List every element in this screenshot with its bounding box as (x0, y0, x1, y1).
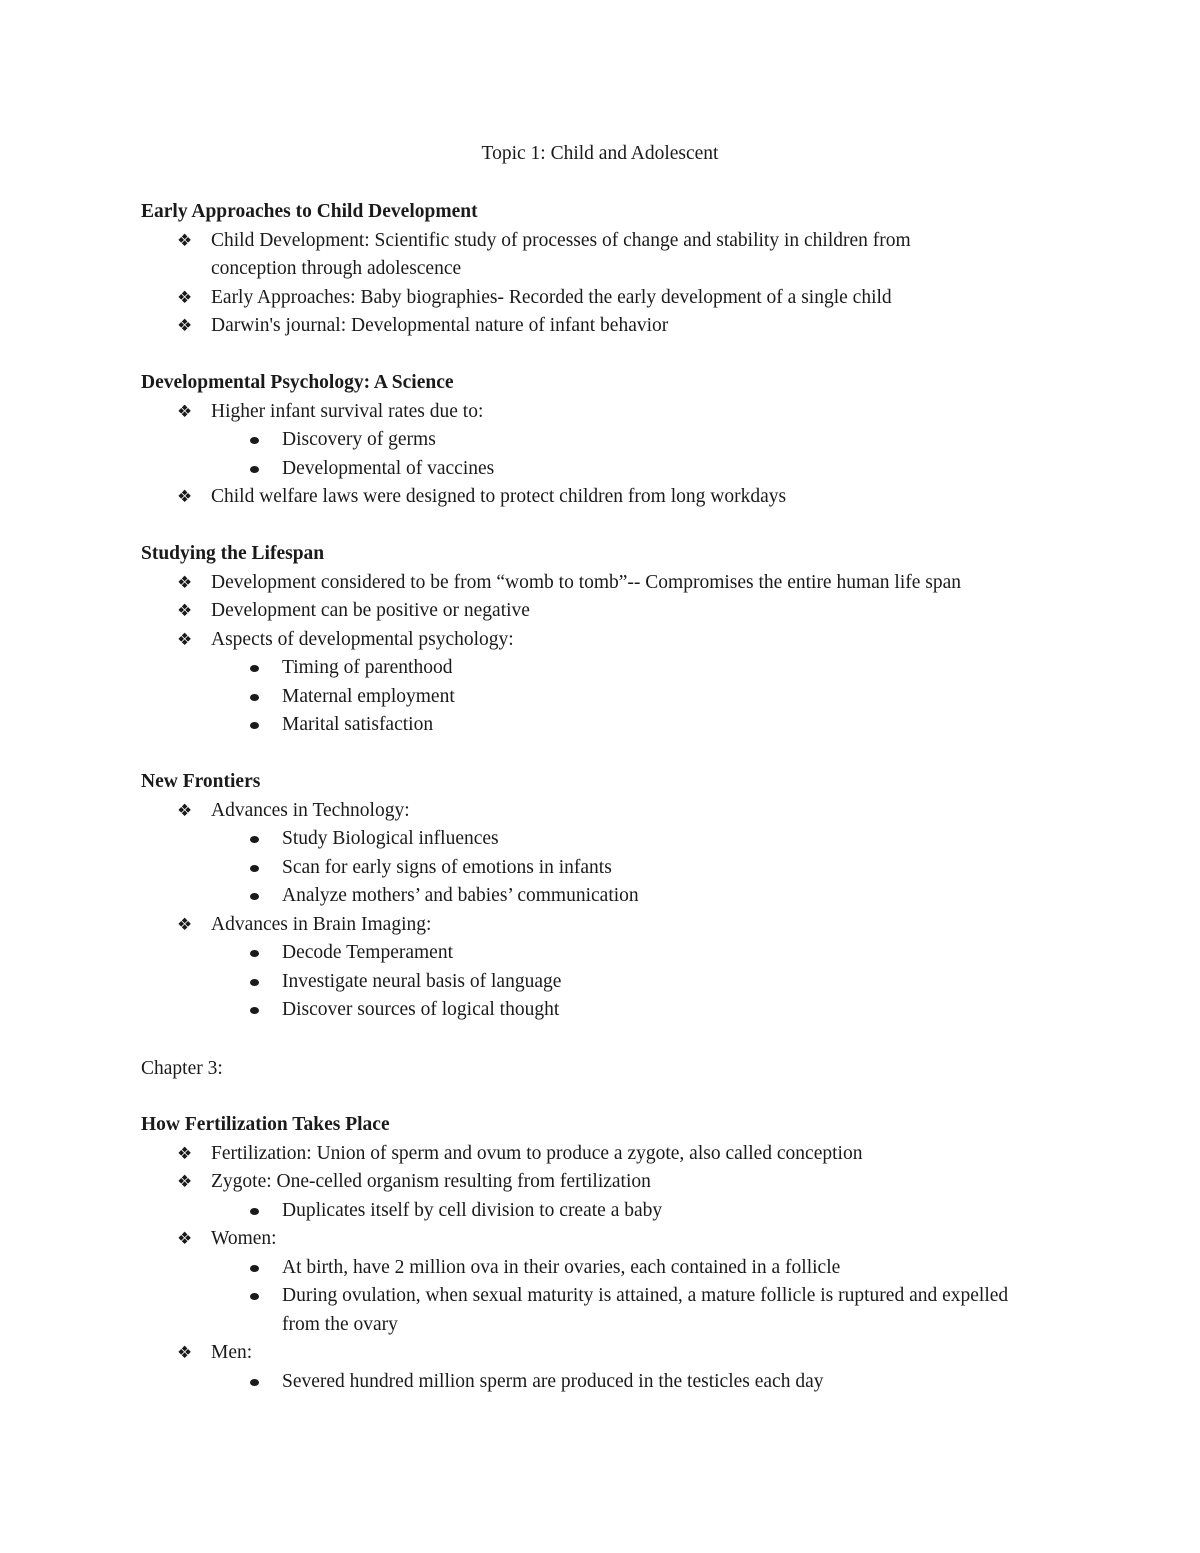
sub-list-item-text: Duplicates itself by cell division to create a baby (282, 1199, 663, 1221)
dot-bullet-icon (250, 836, 259, 843)
sub-list-item-text: Severed hundred million sperm are produced in the testicles each day (282, 1370, 824, 1392)
list-item-text: Men: (211, 1342, 253, 1363)
sub-list-item (141, 426, 1061, 455)
list-item (141, 312, 1061, 341)
dot-bullet-icon (250, 1208, 259, 1215)
list-item-text: Advances in Brain Imaging: (211, 913, 432, 935)
section-heading: Early Approaches to Child Development (141, 201, 478, 222)
list-item (141, 227, 991, 284)
diamond-bullet-icon: ❖ (177, 487, 193, 507)
dot-bullet-icon (250, 865, 259, 872)
sub-list-item (141, 882, 1061, 911)
list-item-text: Zygote: One-celled organism resulting from fertilization (211, 1171, 651, 1192)
diamond-bullet-icon: ❖ (177, 401, 193, 422)
sub-list-item-text: Maternal employment (282, 685, 455, 707)
diamond-bullet-icon: ❖ (177, 601, 193, 621)
sub-list-item (141, 1254, 1061, 1283)
sub-list-item (141, 854, 1061, 883)
sub-list-item (141, 455, 1061, 484)
diamond-bullet-icon: ❖ (177, 800, 193, 821)
sub-list-item-text: Developmental of vaccines (282, 457, 495, 479)
list-item-text: Fertilization: Union of sperm and ovum to produce a zygote, also called conception (211, 1142, 863, 1164)
diamond-bullet-icon: ❖ (177, 1143, 193, 1164)
dot-bullet-icon (250, 466, 259, 473)
list-item (141, 1339, 1061, 1368)
dot-bullet-icon (250, 1265, 259, 1272)
sub-list-item-text: During ovulation, when sexual maturity is attained, a mature follicle is ruptured and expelled from the ovary (282, 1285, 1009, 1335)
diamond-bullet-icon: ❖ (177, 914, 193, 935)
sub-list-item (141, 996, 1061, 1025)
dot-bullet-icon (250, 950, 259, 957)
dot-bullet-icon (250, 979, 259, 986)
list-item-text: Darwin's journal: Developmental nature of infant behavior (211, 315, 669, 336)
list-item (141, 797, 1061, 826)
dot-bullet-icon (250, 694, 259, 701)
sub-list-item (141, 1197, 1061, 1226)
sub-list-item (141, 683, 1061, 712)
sub-list-item-text: At birth, have 2 million ova in their ovaries, each contained in a follicle (282, 1256, 841, 1278)
list-item (141, 569, 1061, 598)
section-fertilization (141, 1111, 1061, 1396)
sub-list-item-text: Discovery of germs (282, 429, 436, 450)
diamond-bullet-icon: ❖ (177, 1229, 193, 1249)
list-item-text: Development can be positive or negative (211, 600, 530, 621)
section-heading: Studying the Lifespan (141, 543, 325, 564)
list-item-text: Development considered to be from “womb to tomb”-- Compromises the entire human life span (211, 571, 962, 593)
list-item-text: Aspects of developmental psychology: (211, 628, 514, 650)
list-item-text: Advances in Technology: (211, 799, 410, 821)
section-heading: Developmental Psychology: A Science (141, 372, 454, 393)
dot-bullet-icon (250, 1379, 259, 1386)
section-heading: How Fertilization Takes Place (141, 1114, 390, 1135)
dot-bullet-icon (250, 1007, 259, 1014)
diamond-bullet-icon: ❖ (177, 287, 193, 308)
list-item (141, 1168, 1061, 1197)
sub-list-item (141, 1368, 1061, 1397)
sub-list-item (141, 1282, 1012, 1339)
list-item-text: Women: (211, 1228, 277, 1249)
list-item-text: Early Approaches: Baby biographies- Recorded the early development of a single child (211, 286, 892, 308)
section-heading: New Frontiers (141, 771, 261, 792)
sub-list-item-text: Analyze mothers’ and babies’ communication (282, 885, 639, 906)
dot-bullet-icon (250, 437, 259, 444)
sub-list-item-text: Discover sources of logical thought (282, 999, 560, 1020)
sub-list-item (141, 654, 1061, 683)
chapter-label: Chapter 3: (141, 1058, 223, 1079)
dot-bullet-icon (250, 665, 259, 672)
dot-bullet-icon (250, 722, 259, 729)
sub-list-item (141, 825, 1061, 854)
list-item (141, 626, 1061, 655)
list-item (141, 597, 1061, 626)
sub-list-item-text: Scan for early signs of emotions in infants (282, 856, 612, 878)
dot-bullet-icon (250, 893, 259, 900)
diamond-bullet-icon: ❖ (177, 1343, 193, 1363)
diamond-bullet-icon: ❖ (177, 629, 193, 650)
list-item (141, 1140, 1061, 1169)
list-item-text: Child welfare laws were designed to protect children from long workdays (211, 486, 787, 507)
list-item (141, 284, 1061, 313)
document-title: Topic 1: Child and Adolescent (481, 143, 719, 164)
chapter-label-block (141, 1055, 1061, 1084)
list-item-text: Child Development: Scientific study of processes of change and stability in children from conception through adolescence (211, 229, 911, 279)
sub-list-item-text: Marital satisfaction (282, 714, 434, 735)
list-item (141, 911, 1061, 940)
diamond-bullet-icon: ❖ (177, 1172, 193, 1192)
sub-list-item-text: Study Biological influences (282, 828, 499, 849)
list-item (141, 398, 1061, 427)
sub-list-item (141, 939, 1061, 968)
list-item (141, 1225, 1061, 1254)
section-developmental-psychology (141, 369, 1061, 512)
diamond-bullet-icon: ❖ (177, 572, 193, 593)
sub-list-item (141, 711, 1061, 740)
sub-list-item-text: Timing of parenthood (282, 657, 453, 678)
section-new-frontiers (141, 768, 1061, 1025)
sub-list-item-text: Investigate neural basis of language (282, 970, 562, 992)
section-early-approaches (141, 198, 1061, 341)
list-item (141, 483, 1061, 512)
sub-list-item-text: Decode Temperament (282, 942, 453, 963)
section-studying-lifespan (141, 540, 1061, 740)
sub-list-item (141, 968, 1061, 997)
dot-bullet-icon (250, 1293, 259, 1300)
diamond-bullet-icon: ❖ (177, 230, 193, 251)
diamond-bullet-icon: ❖ (177, 316, 193, 336)
list-item-text: Higher infant survival rates due to: (211, 400, 484, 422)
